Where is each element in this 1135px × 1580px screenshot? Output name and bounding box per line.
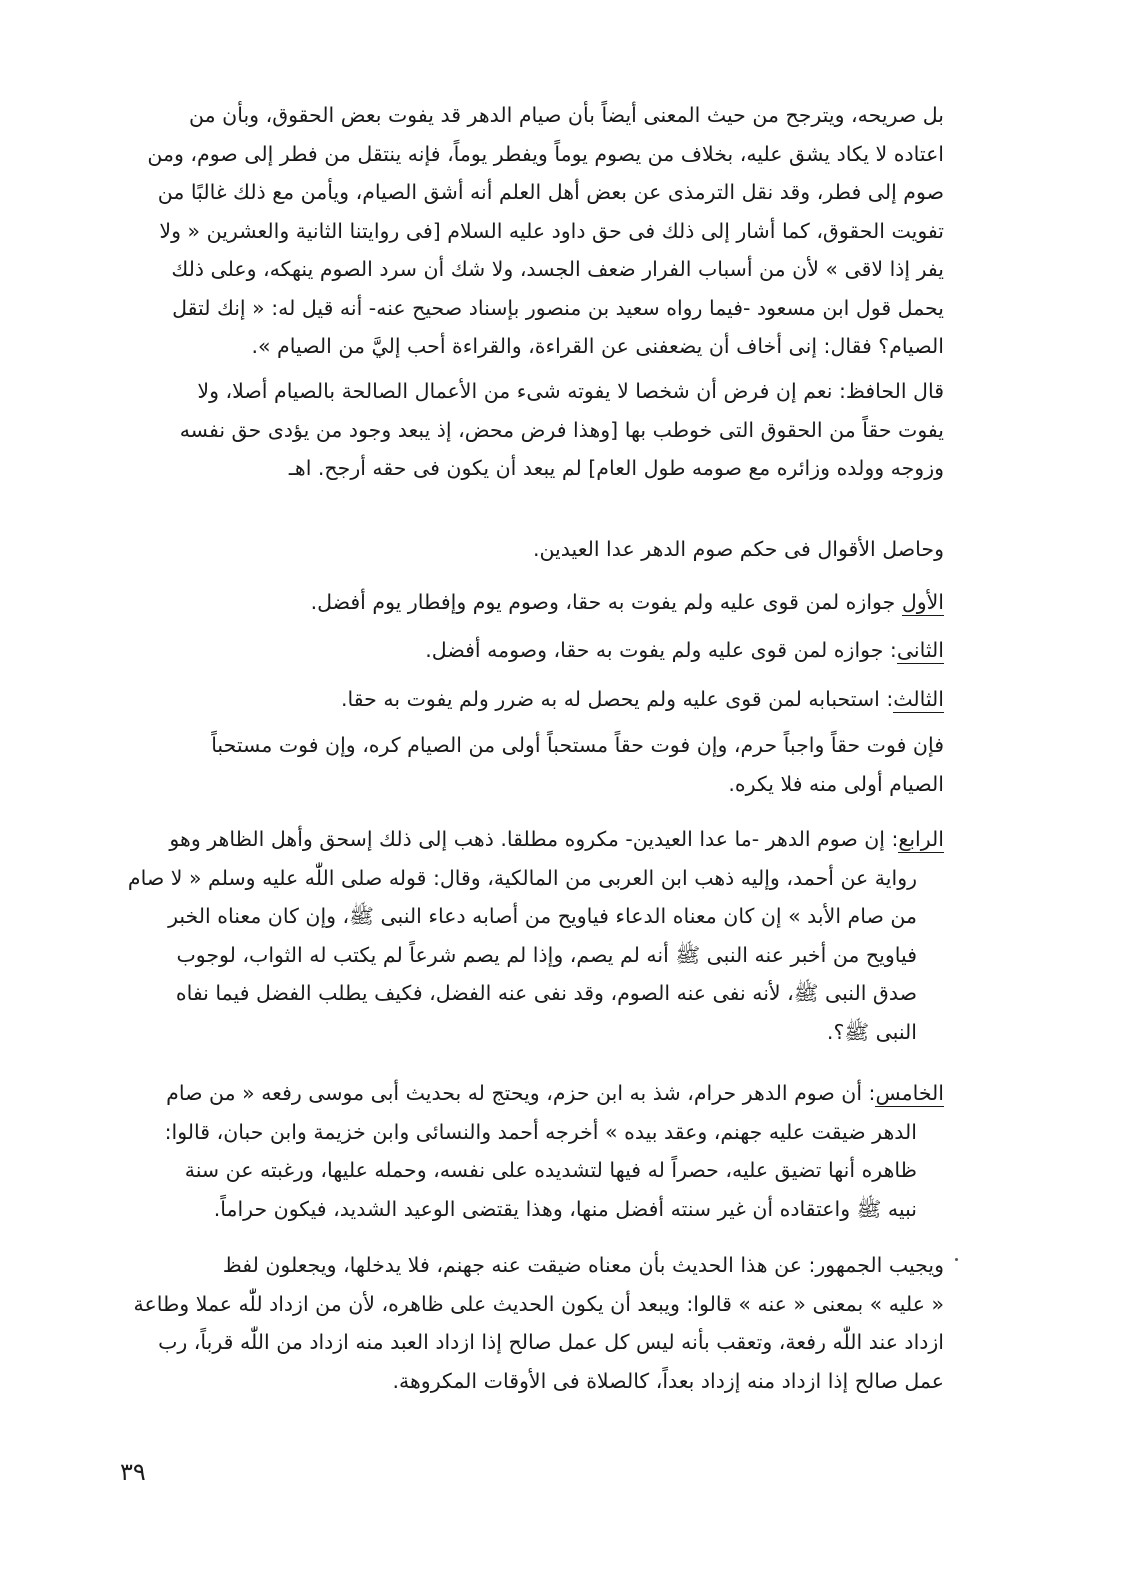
paragraph-2 (112, 372, 944, 488)
text-line: يفر إذا لاقى » لأن من أسباب الفرار ضعف الجسد، ولا شك أن سرد الصوم ينهكه، وعلى ذلك (171, 257, 944, 281)
paragraph-3 (112, 530, 944, 569)
paragraph-10 (112, 1246, 944, 1400)
paragraph-1 (112, 96, 944, 366)
text-line: ظاهره أنها تضيق عليه، حصراً له فيها لتشديده على نفسه، وحمله عليها، ورغبته عن سنة (184, 1158, 917, 1182)
paragraph-7 (112, 726, 944, 803)
text-line (112, 583, 944, 622)
page-number: ٣٩ (120, 1458, 146, 1486)
text-line: وحاصل الأقوال فى حكم صوم الدهر عدا العيدين. (532, 537, 944, 561)
opinion-text: جوازه لمن قوى عليه ولم يفوت به حقا، وصوم يوم وإفطار يوم أفضل. (310, 590, 902, 614)
opinion-second (112, 631, 944, 670)
stray-mark (955, 1258, 958, 1261)
opinion-third (112, 680, 944, 719)
text-line: الصيام أولى منه فلا يكره. (728, 771, 944, 796)
opinion-label: الثانى (896, 638, 944, 662)
text-line: فإن فوت حقاً واجباً حرم، وإن فوت حقاً مستحباً أولى من الصيام كره، وإن فوت مستحباً (211, 733, 944, 757)
text-line: يحمل قول ابن مسعود -فيما رواه سعيد بن منصور بإسناد صحيح عنه- أنه قيل له: « إنك لتقل (172, 295, 944, 320)
opinion-text: : أن صوم الدهر حرام، شذ به ابن حزم، ويحتج له بحديث أبى موسى رفعه « من صام (166, 1081, 876, 1105)
text-line: ازداد عند اللّٰه رفعة، وتعقب بأنه ليس كل عمل صالح إذا ازداد العبد منه ازداد من اللّٰه قرباً، رب (158, 1330, 944, 1354)
text-line: صوم إلى فطر، وقد نقل الترمذى عن بعض أهل العلم أنه أشق الصيام، ويأمن مع ذلك غالبًا من (157, 180, 944, 204)
text-line: من صام الأبد » إن كان معناه الدعاء فياويح من أصابه دعاء النبى ﷺ، وإن كان معناه الخبر (168, 904, 917, 928)
opinion-label: الخامس (875, 1081, 944, 1105)
text-line: صدق النبى ﷺ، لأنه نفى عنه الصوم، وقد نفى عنه الفضل، فكيف يطلب الفضل فيما نفاه (175, 981, 917, 1005)
text-line (112, 820, 944, 859)
text-line: الصيام؟ فقال: إنى أخاف أن يضعفنى عن القراءة، والقراءة أحب إليَّ من الصيام ». (251, 334, 944, 358)
opinion-text: : جوازه لمن قوى عليه ولم يفوت به حقا، وصومه أفضل. (425, 638, 897, 662)
text-line (112, 1074, 944, 1113)
text-line: نبيه ﷺ واعتقاده أن غير سنته أفضل منها، وهذا يقتضى الوعيد الشديد، فيكون حراماً. (213, 1196, 917, 1221)
paragraph-1-text (112, 96, 944, 366)
text-line: تفويت الحقوق، كما أشار إلى ذلك فى حق داود عليه السلام [فى روايتنا الثانية والعشرين « ولا (159, 218, 944, 243)
opinion-label: الرابع (898, 827, 944, 851)
opinion-label: الأول (901, 590, 944, 614)
opinion-fourth (112, 820, 944, 1051)
text-line: فياويح من أخبر عنه النبى ﷺ أنه لم يصم، وإذا لم يصم شرعاً لم يكتب له الثواب، لوجوب (176, 942, 917, 967)
text-line (112, 631, 944, 670)
text-line: وزوجه وولده وزائره مع صومه طول العام] لم يبعد أن يكون فى حقه أرجح. اهـ (288, 456, 944, 480)
text-line: عمل صالح إذا ازداد منه إزداد بعداً، كالصلاة فى الأوقات المكروهة. (392, 1368, 944, 1393)
opinion-body (112, 1113, 944, 1229)
text-line: الدهر ضيقت عليه جهنم، وعقد بيده » أخرجه أحمد والنسائى وابن خزيمة وابن حبان، قالوا: (164, 1119, 917, 1144)
text-line (112, 680, 944, 719)
text-line: يفوت حقاً من الحقوق التى خوطب بها [وهذا فرض محض، إذ يبعد وجود من يؤدى حق نفسه (179, 417, 944, 442)
text-line: بل صريحه، ويترجح من حيث المعنى أيضاً بأن صيام الدهر قد يفوت بعض الحقوق، وبأن من (189, 103, 944, 127)
text-line: « عليه » بمعنى « عنه » قالوا: ويبعد أن يكون الحديث على ظاهره، لأن من ازداد للّٰه عملا وطاعة (133, 1291, 944, 1316)
opinion-body (112, 859, 944, 1052)
text-line: رواية عن أحمد، وإليه ذهب ابن العربى من المالكية، وقال: قوله صلى اللّٰه عليه وسلم « لا صام (127, 865, 917, 890)
text-line: اعتاده لا يكاد يشق عليه، بخلاف من يصوم يوماً ويفطر يوماً، فإنه ينتقل من فطر إلى صوم، ومن (147, 141, 944, 166)
opinion-text: : استحبابه لمن قوى عليه ولم يحصل له به ضرر ولم يفوت به حقا. (341, 687, 894, 711)
opinion-text: : إن صوم الدهر -ما عدا العيدين- مكروه مطلقا. ذهب إلى ذلك إسحق وأهل الظاهر وهو (169, 827, 899, 851)
text-line: ويجيب الجمهور: عن هذا الحديث بأن معناه ضيقت عنه جهنم، فلا يدخلها، ويجعلون لفظ (222, 1253, 944, 1277)
text-line: قال الحافظ: نعم إن فرض أن شخصا لا يفوته شىء من الأعمال الصالحة بالصيام أصلا، ولا (197, 379, 944, 403)
opinion-label: الثالث (893, 687, 944, 711)
opinion-fifth (112, 1074, 944, 1228)
text-line: النبى ﷺ؟. (826, 1019, 917, 1044)
opinion-first (112, 583, 944, 622)
